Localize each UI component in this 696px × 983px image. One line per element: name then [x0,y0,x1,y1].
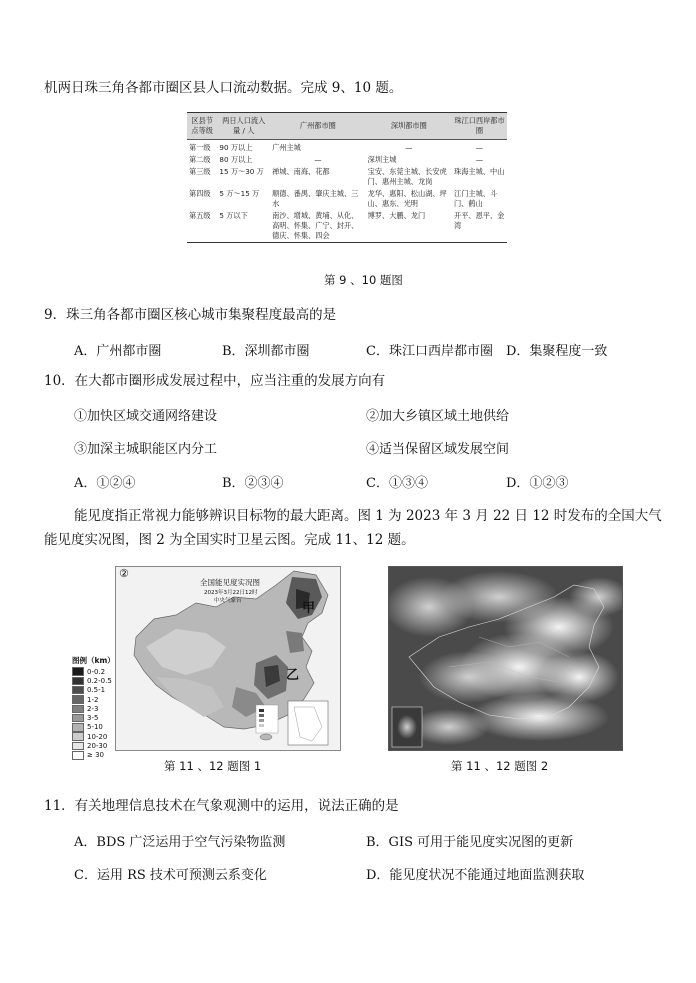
q9-option-c: C．珠江口西岸都市圈 [366,344,493,359]
table-cell: 90 万以上 [219,143,253,152]
q11-option-a: A．BDS 广泛运用于空气污染物监测 [74,835,286,850]
table-header-cell: 区县节点等级 [187,113,217,140]
q9-option-d: D．集聚程度一致 [506,344,608,359]
legend-swatch [72,751,84,760]
table-cell: 龙华、惠阳、松山湖、坪山、惠东、光明 [367,189,447,208]
table-caption: 第 9 、10 题图 [324,273,403,287]
label-yi: 乙 [286,668,300,683]
table-cell: 广州主城 [272,143,301,152]
q10-option-a: A．①②④ [74,476,136,491]
q11-option-c: C．运用 RS 技术可预测云系变化 [74,868,267,883]
table-cell: — [475,143,484,152]
table-row [187,154,507,166]
label-jia: 甲 [302,601,316,616]
table-cell: 80 万以上 [219,155,253,164]
legend-label: 0-0.2 [87,667,106,676]
table-header-cell: 珠江口西岸都市圈 [452,113,507,140]
table-cell: 第一级 [189,143,211,152]
legend-item [72,713,122,722]
table-cell: 5 万～15 万 [219,189,260,198]
q10-option-b: B．②③④ [222,476,284,491]
figure1-title: 全国能见度实况图 [200,578,260,587]
legend-swatch [72,677,84,686]
table-header-cell: 两日人口流入量 / 人 [217,113,270,140]
q11-option-d: D．能见度状况不能通过地面监测获取 [366,868,585,883]
visibility-map-figure [115,566,341,751]
legend-label: 5-10 [87,723,103,732]
figure1-caption: 第 11 、12 题图 1 [164,759,262,773]
legend-swatch [72,686,84,695]
q10-stem: 10．在大都市圈形成发展过程中，应当注重的发展方向有 [44,373,386,389]
table-row [187,140,507,155]
legend-item [72,723,122,732]
q11-option-b: B．GIS 可用于能见度实况图的更新 [366,835,574,850]
table-cell: 第三级 [189,167,211,176]
table-row [187,166,507,188]
table-cell: 顺德、番禺、肇庆主城、三水 [272,189,359,208]
table-cell: 第五级 [187,210,217,243]
legend-item [72,667,122,676]
q10-item-4: ④适当保留区域发展空间 [366,442,510,457]
legend-label: 0.2-0.5 [87,676,112,685]
table-cell: 宝安、东莞主城、长安虎门、惠州主城、龙岗 [367,167,447,186]
satellite-cloud-image [388,566,623,751]
table-cell: — [405,143,413,152]
table-cell: — [475,155,484,164]
legend-item [72,695,122,704]
table-row [187,210,507,243]
legend-swatch [72,732,84,741]
table-header-row [187,113,507,140]
legend-swatch [72,667,84,676]
legend-label: 2-3 [87,704,99,713]
table-cell: — [314,155,322,164]
q10-item-2: ②加大乡镇区域土地供给 [366,409,510,424]
table-cell: 15 万～30 万 [219,167,264,176]
table-cell: 南沙、增城、黄埔、从化、高明、怀集、广宁、封开、德庆、怀集、四会 [270,210,366,243]
table-cell: 第四级 [189,189,211,198]
satellite-image [389,567,622,750]
table-cell: 5 万以下 [217,210,270,243]
table-cell: 珠海主城、中山 [454,167,505,176]
figure2-caption: 第 11 、12 题图 2 [451,759,549,773]
legend-label: 10-20 [87,732,108,741]
legend-label: 20-30 [87,742,108,751]
q11-stem: 11．有关地理信息技术在气象观测中的运用，说法正确的是 [44,798,399,814]
q10-item-3: ③加深主城职能区内分工 [74,442,218,457]
visibility-legend [72,655,122,760]
q10-item-1: ①加快区域交通网络建设 [74,409,218,424]
figure1-corner-mark: ② [119,567,129,580]
table-cell: 禅城、南海、花都 [272,167,330,176]
legend-swatch [72,714,84,723]
q9-option-a: A．广州都市圈 [74,344,162,359]
legend-label: 1-2 [87,695,99,704]
legend-item [72,686,122,695]
legend-label: 3-5 [87,714,99,723]
table-cell: 第二级 [189,155,211,164]
population-flow-table [187,112,507,243]
passage-line-2: 能见度实况图，图 2 为全国实时卫星云图。完成 11、12 题。 [44,532,415,548]
legend-item [72,676,122,685]
legend-label: ≥ 30 [87,751,104,760]
q10-option-d: D．①②③ [506,476,569,491]
table-row [187,188,507,210]
legend-item [72,732,122,741]
table-cell: 博罗、大鹏、龙门 [366,210,452,243]
legend-swatch [72,695,84,704]
table-cell: 深圳主城 [367,155,397,164]
figure1-subtitle-1: 2023年3月22日12时 [204,590,258,596]
q9-option-b: B．深圳都市圈 [222,344,310,359]
legend-item [72,751,122,760]
legend-swatch [72,742,84,751]
figure1-subtitle-2: 中央气象台 [214,598,242,604]
table-cell: 开平、恩平、金湾 [452,210,507,243]
legend-swatch [72,705,84,714]
legend-label: 0.5-1 [87,686,106,695]
q10-option-c: C．①③④ [366,476,428,491]
q9-stem: 9．珠三角各都市圈区核心城市集聚程度最高的是 [44,307,337,323]
table-header-cell: 广州都市圈 [270,113,366,140]
legend-item [72,741,122,750]
legend-item [72,704,122,713]
legend-title: 图例（km） [72,656,115,665]
intro-line: 机两日珠三角各都市圈区县人口流动数据。完成 9、10 题。 [44,80,403,96]
table-cell: 江门主城、斗门、鹤山 [454,189,498,208]
legend-swatch [72,723,84,732]
table-header-cell: 深圳都市圈 [366,113,452,140]
passage-line-1: 能见度指正常视力能够辨识目标物的最大距离。图 1 为 2023 年 3 月 22 日 12 时发布的全国大气 [74,508,662,524]
